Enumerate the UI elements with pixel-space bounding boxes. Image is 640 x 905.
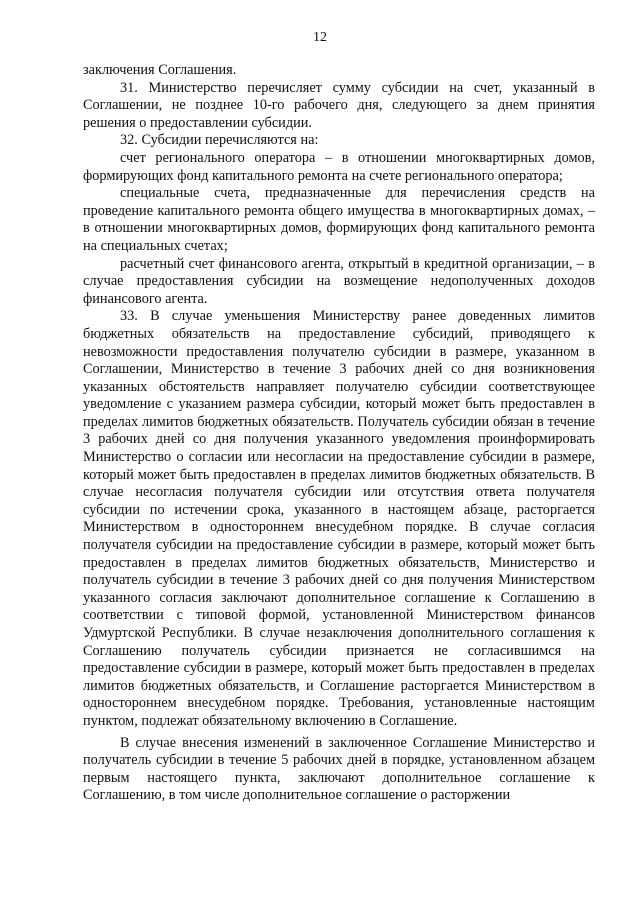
paragraph-regional-operator-account: счет регионального оператора – в отношении многоквартирных домов, формирующих фонд капитального ремонта на счете регионального оператора; [83, 149, 595, 184]
paragraph-special-accounts: специальные счета, предназначенные для перечисления средств на проведение капитального ремонта общего имущества в многоквартирных домах, – в отношении многоквартирных домов, формирующих фонд капитального ремонта на специальных счетах; [83, 185, 595, 254]
page-number: 12 [313, 30, 327, 45]
paragraph-item-32: 32. Субсидии перечисляются на: [120, 132, 319, 149]
paragraph-financial-agent-account: расчетный счет финансового агента, открытый в кредитной организации, – в случае предоставления субсидии на возмещение недополученных доходов финансового агента. [83, 255, 595, 307]
paragraph-continuation: заключения Соглашения. [83, 62, 237, 78]
paragraph-item-33: 33. В случае уменьшения Министерству ранее доведенных лимитов бюджетных обязательств на предоставление субсидий, приводящего к невозможности предоставления получателю субсидии в размере, указанном в Соглашении, Министерство в течение 3 рабочих дней со дня возникновения указанных обстоятельств направляет получателю субсидии соответствующее уведомление с указанием размера субсидии, который может быть предоставлен в пределах лимитов бюджетных обязательств. Получатель субсидии обязан в течение 3 рабочих дней со дня получения указанного уведомления проинформировать Министерство о согласии или несогласии на предоставление субсидии в размере, который может быть предоставлен в пределах лимитов бюджетных обязательств. В случае несогласия получателя субсидии или отсутствия ответа получателя субсидии по истечении срока, указанного в настоящем абзаце, расторгается Министерством в одностороннем внесудебном порядке. В случае согласия получателя субсидии на предоставление субсидии в размере, который может быть предоставлен в пределах лимитов бюджетных обязательств, Министерство и получатель субсидии в течение 3 рабочих дней со дня получения Министерством указанного согласия заключают дополнительное соглашение к Соглашению в соответствии с типовой формой, установленной Министерством финансов Удмуртской Республики. В случае незаключения дополнительного соглашения к Соглашению получатель субсидии признается не согласившимся на предоставление субсидии в размере, который может быть предоставлен в пределах лимитов бюджетных обязательств, и Соглашение расторгается Министерством в одностороннем внесудебном порядке. Требования, установленные настоящим пунктом, подлежат обязательному включению в Соглашение. [83, 308, 595, 729]
document-body [83, 62, 595, 805]
paragraph-item-31: 31. Министерство перечисляет сумму субсидии на счет, указанный в Соглашении, не позднее 10-го рабочего дня, следующего за днем принятия решения о предоставлении субсидии. [83, 79, 595, 131]
paragraph-amendments: В случае внесения изменений в заключенное Соглашение Министерство и получатель субсидии в течение 5 рабочих дней в порядке, установленном абзацем первым настоящего пункта, заключают дополнительное соглашение к Соглашению, в том числе дополнительное соглашение о расторжении [83, 734, 595, 804]
